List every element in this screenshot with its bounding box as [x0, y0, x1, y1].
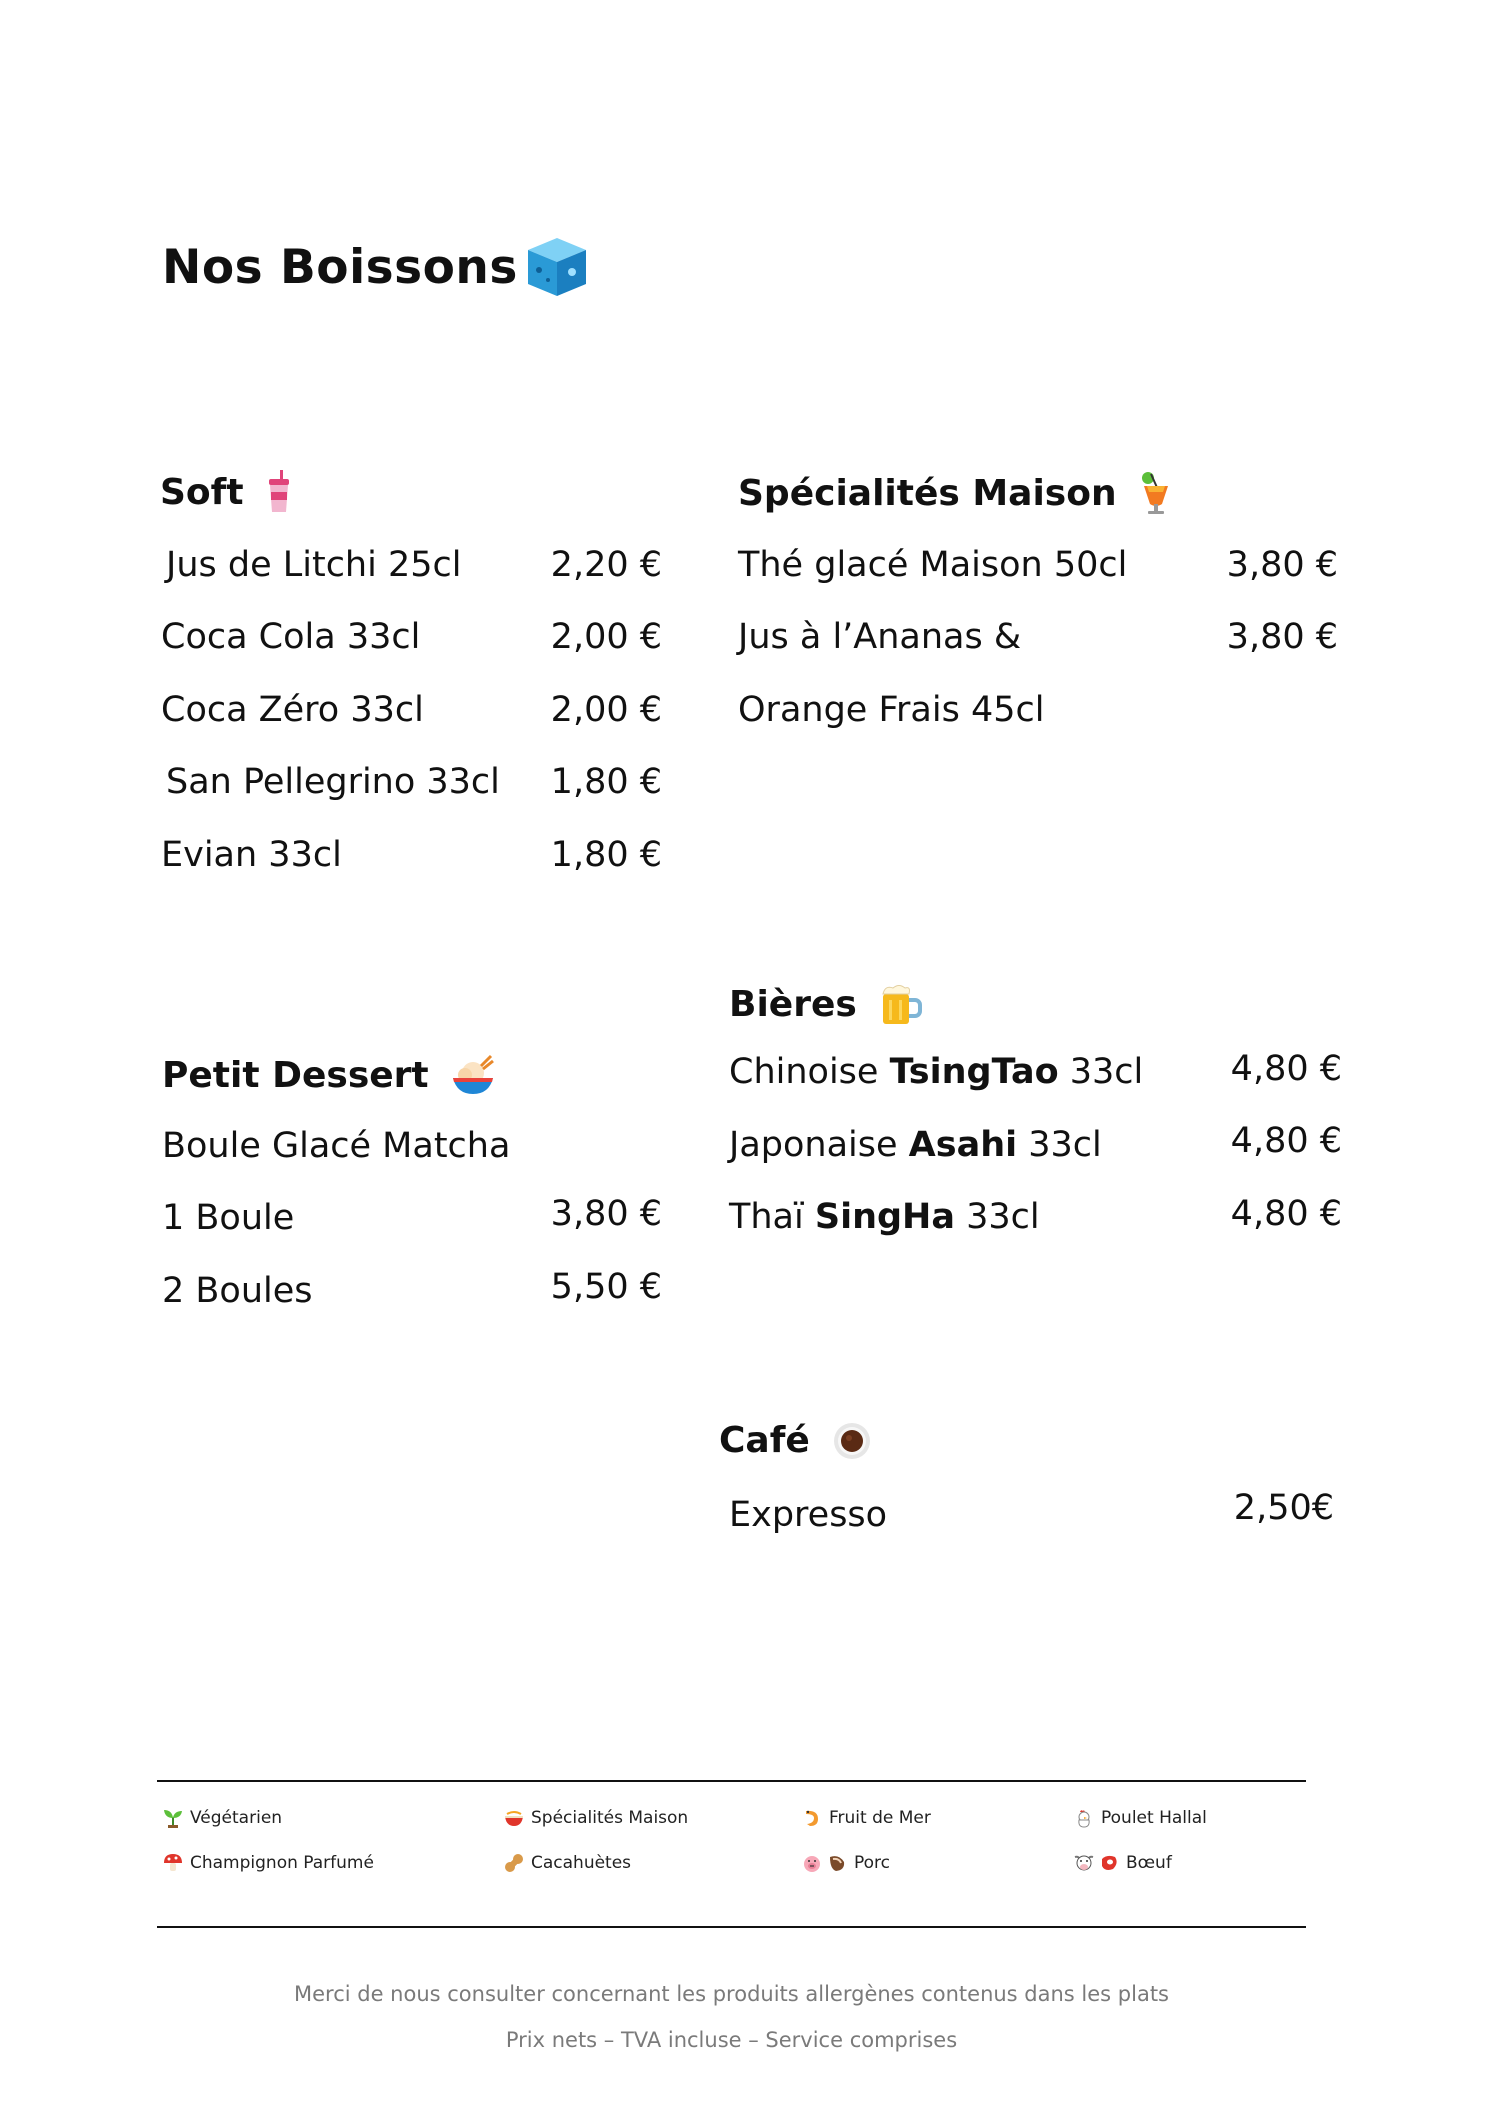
- dessert-subtitle: Boule Glacé Matcha: [162, 1126, 511, 1166]
- legend-item-fruit-de-mer: Fruit de Mer: [802, 1808, 931, 1828]
- menu-item-name: Evian 33cl: [161, 835, 342, 875]
- menu-item-name: Expresso: [729, 1495, 888, 1535]
- seedling-icon: [163, 1808, 183, 1828]
- menu-item-price: 2,00 €: [550, 617, 662, 657]
- shrimp-icon: [802, 1808, 822, 1828]
- beer-item-name: Chinoise TsingTao 33cl: [729, 1052, 1144, 1092]
- menu-item-name: Coca Zéro 33cl: [161, 690, 424, 730]
- menu-item-name: Jus de Litchi 25cl: [166, 545, 462, 585]
- section-title-cafe-label: Café: [719, 1420, 810, 1461]
- menu-item-name: Coca Cola 33cl: [161, 617, 421, 657]
- cup-with-straw-icon: [266, 470, 292, 514]
- menu-item-price: 4,80 €: [1230, 1194, 1342, 1234]
- menu-item-name: Thé glacé Maison 50cl: [738, 545, 1128, 585]
- chicken-icon: [1074, 1808, 1094, 1828]
- tax-notice: Prix nets – TVA incluse – Service comprises: [505, 2028, 958, 2052]
- section-title-specialites-label: Spécialités Maison: [738, 472, 1117, 514]
- section-title-cafe: [719, 1420, 872, 1461]
- menu-item-price: 4,80 €: [1230, 1049, 1342, 1089]
- section-title-specialites: [738, 470, 1173, 516]
- ice-cube-icon: [524, 234, 590, 300]
- beer-item-name: Thaï SingHa 33cl: [729, 1197, 1040, 1237]
- beer-item-name: Japonaise Asahi 33cl: [729, 1125, 1102, 1165]
- menu-item-price: 1,80 €: [550, 835, 662, 875]
- legend-top-divider: [157, 1780, 1306, 1782]
- menu-item-price: 4,80 €: [1230, 1121, 1342, 1161]
- section-title-soft-label: Soft: [160, 471, 244, 513]
- legend-item-poulet-hallal: Poulet Hallal: [1074, 1808, 1207, 1828]
- menu-item-name: 1 Boule: [162, 1198, 295, 1238]
- tropical-drink-icon: [1139, 470, 1173, 516]
- legend-item-porc: Porc: [802, 1853, 890, 1873]
- allergen-notice: Merci de nous consulter concernant les produits allergènes contenus dans les plats: [293, 1982, 1170, 2006]
- menu-item-price: 2,50€: [1233, 1488, 1334, 1528]
- legend-item-cacahuetes: Cacahuètes: [504, 1853, 631, 1873]
- legend-item-boeuf: Bœuf: [1074, 1853, 1172, 1873]
- menu-item-price: 2,00 €: [550, 690, 662, 730]
- section-title-dessert: [162, 1054, 495, 1096]
- legend-item-champignon: Champignon Parfumé: [163, 1853, 374, 1873]
- pig-icon: [802, 1853, 847, 1873]
- bowl-icon: [504, 1808, 524, 1828]
- section-title-bieres: [729, 982, 923, 1026]
- menu-item-name: San Pellegrino 33cl: [166, 762, 500, 802]
- menu-item-name: 2 Boules: [162, 1271, 313, 1311]
- menu-item-price: 3,80 €: [1226, 617, 1338, 657]
- page-title: Nos Boissons: [162, 240, 518, 295]
- ice-cream-bowl-icon: [451, 1054, 495, 1096]
- legend-bottom-divider: [157, 1926, 1306, 1928]
- beer-mug-icon: [879, 982, 923, 1026]
- section-title-dessert-label: Petit Dessert: [162, 1054, 429, 1096]
- section-title-bieres-label: Bières: [729, 983, 857, 1025]
- menu-item-price: 2,20 €: [550, 545, 662, 585]
- menu-item-name: Orange Frais 45cl: [738, 690, 1045, 730]
- coffee-cup-icon: [832, 1421, 872, 1461]
- legend-item-vegetarien: Végétarien: [163, 1808, 282, 1828]
- peanut-icon: [504, 1853, 524, 1873]
- mushroom-icon: [163, 1853, 183, 1873]
- menu-item-price: 1,80 €: [550, 762, 662, 802]
- menu-item-price: 5,50 €: [550, 1267, 662, 1307]
- menu-item-price: 3,80 €: [550, 1194, 662, 1234]
- menu-item-name: Jus à l’Ananas &: [738, 617, 1022, 657]
- section-title-soft: [160, 470, 292, 514]
- legend-item-specialites: Spécialités Maison: [504, 1808, 688, 1828]
- menu-item-price: 3,80 €: [1226, 545, 1338, 585]
- cow-icon: [1074, 1853, 1119, 1873]
